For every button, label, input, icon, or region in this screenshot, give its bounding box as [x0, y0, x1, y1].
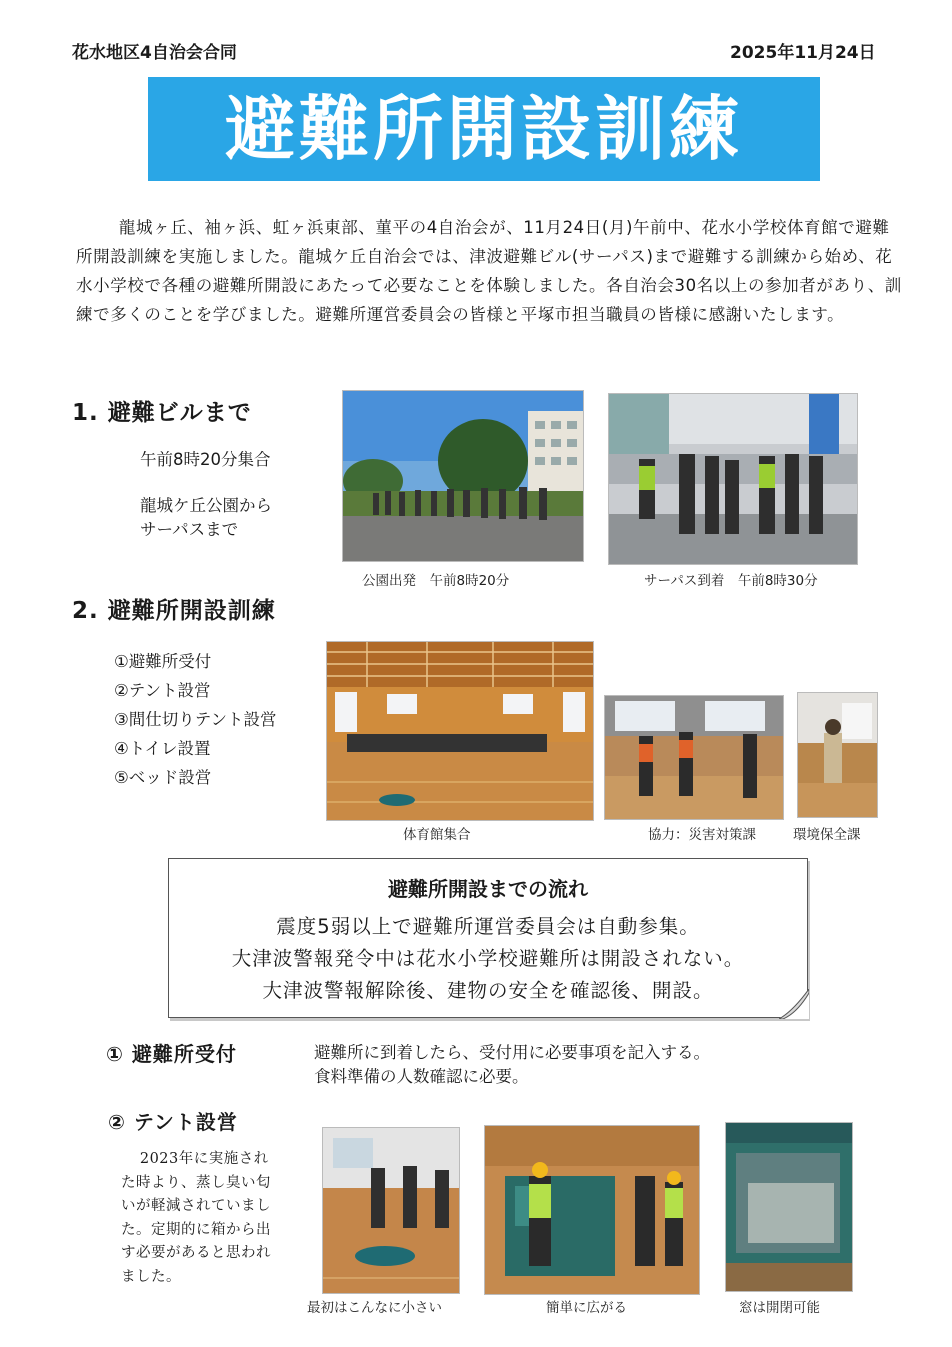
photo-environment-division-caption: 環境保全課 [793, 827, 861, 843]
step-item: ⑤ベッド設営 [114, 768, 212, 787]
section1-title: 1. 避難ビルまで [72, 400, 252, 426]
photo-tent-folded [322, 1127, 460, 1294]
step-item: ③間仕切りテント設営 [114, 710, 277, 729]
section2-title: 2. 避難所開設訓練 [72, 598, 276, 624]
title-banner [148, 77, 820, 181]
step-item: ①避難所受付 [114, 652, 212, 671]
section1-route-line2: サーパスまで [140, 520, 239, 539]
photo-environment-division [797, 692, 878, 818]
reception-line2: 食料準備の人数確認に必要。 [314, 1067, 529, 1086]
tent-title: ② テント設営 [108, 1110, 238, 1134]
organization-name: 花水地区4自治会合同 [72, 43, 237, 63]
photo-tent-window-caption: 窓は開閉可能 [739, 1300, 820, 1316]
photo-surpass-arrival-caption: サーパス到着 午前8時30分 [644, 573, 818, 589]
section2-steps [114, 647, 276, 792]
photo-disaster-division-caption: 協力：災害対策課 [648, 827, 756, 843]
flow-title: 避難所開設までの流れ [388, 877, 588, 901]
flow-line: 大津波警報解除後、建物の安全を確認後、開設。 [262, 979, 714, 1002]
page-curl-icon [779, 989, 809, 1019]
photo-park-departure [342, 390, 584, 562]
flow-line: 大津波警報発令中は花水小学校避難所は開設されない。 [231, 947, 745, 970]
reception-title: ① 避難所受付 [106, 1042, 237, 1066]
reception-line1: 避難所に到着したら、受付用に必要事項を記入する。 [314, 1043, 710, 1062]
flow-line: 震度5弱以上で避難所運営委員会は自動参集。 [276, 915, 700, 938]
photo-tent-folded-caption: 最初はこんなに小さい [307, 1300, 442, 1316]
flow-box [168, 858, 808, 1018]
intro-paragraph: 龍城ヶ丘、袖ヶ浜、虹ヶ浜東部、菫平の4自治会が、11月24日(月)午前中、花水小学校体育館で避難所開設訓練を実施しました。龍城ケ丘自治会では、津波避難ビル(サーパス)まで避難する訓練から始め、花水小学校で各種の避難所開設にあたって必要なことを体験しました。各自治会30名以上の参加者があり、訓練で多くのことを学びました。避難所運営委員会の皆様と平塚市担当職員の皆様に感謝いたします。 [76, 218, 902, 324]
photo-park-departure-caption: 公園出発 午前8時20分 [362, 573, 510, 589]
photo-gymnasium [326, 641, 594, 821]
tent-note: 2023年に実施された時より、蒸し臭い匂いが軽減されていました。定期的に箱から出す必要があると思われました。 [121, 1151, 271, 1285]
photo-disaster-division [604, 695, 784, 820]
page-title: 避難所開設訓練 [225, 88, 743, 170]
step-item: ④トイレ設置 [114, 739, 211, 758]
step-item: ②テント設営 [114, 681, 211, 700]
photo-tent-expanded [484, 1125, 700, 1295]
photo-tent-window [725, 1122, 853, 1292]
photo-gymnasium-caption: 体育館集合 [403, 827, 471, 843]
photo-surpass-arrival [608, 393, 858, 565]
document-date: 2025年11月24日 [730, 43, 876, 63]
section1-route-line1: 龍城ケ丘公園から [140, 496, 272, 515]
section1-time: 午前8時20分集合 [140, 450, 271, 469]
photo-tent-expanded-caption: 簡単に広がる [546, 1300, 627, 1316]
